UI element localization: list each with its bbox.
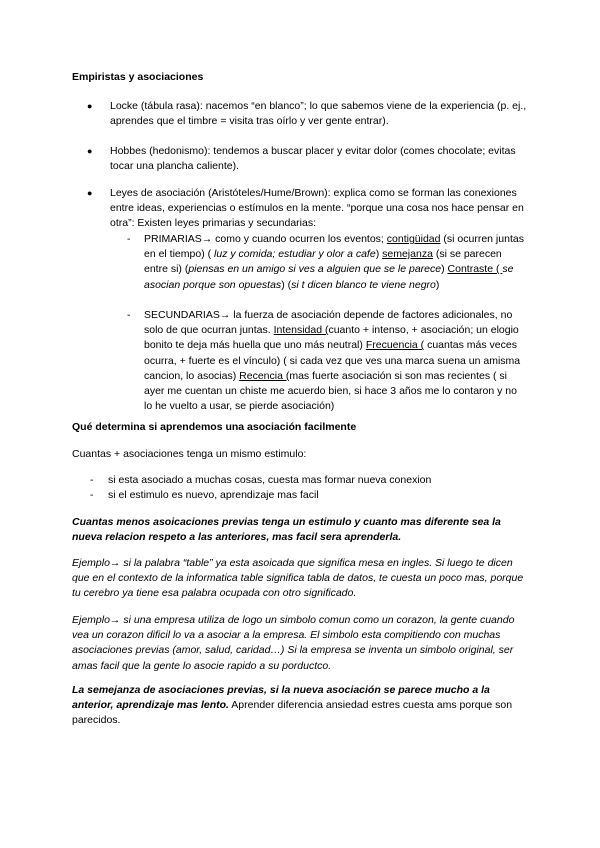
secundarias-text: SECUNDARIAS→ la fuerza de asociación depende de factores adicionales, no solo de que ocurran juntas. Intensidad (cuanto + intenso, + asociación; un elogio bonito te deja más huella que uno más neutral) Frecuencia ( cuantas más veces ocurra, + fuerte es el vínculo) ( si cada vez que ves una marca suena un amisma cancion, lo asocias) Recencia (mas fuerte asociación si son mas recientes ( si ayer me cuentan un chiste me acuerdo bien, si hace 3 años me lo contaron y no lo he vuelto a usar, se pierde asociación) [144,309,521,413]
dash-marker: - [90,489,94,501]
ejemplo-table: Ejemplo→ si la palabra “table” ya esta asoicada que significa mesa en ingles. Si luego te dicen que en el contexto de la informatica table significa tabla de datos, te cuesta un poco mas, porque tu cerebro ya tiene esa palabra ocupada con otro significado. [72,557,524,600]
dash-item-2-text: si el estimulo es nuevo, aprendizaje mas facil [108,489,319,501]
bullet-leyes-text: Leyes de asociación (Aristóteles/Hume/Brown): explica como se forman las conexiones entre ideas, experiencias o estímulos en la mente. “porque una cosa nos hace pensar en otra”: Existen leyes primarias y secundarias: [110,187,524,230]
heading-que-determina: Qué determina si aprendemos una asociación facilmente [72,421,357,433]
bullet-hobbes-text: Hobbes (hedonismo): tendemos a buscar placer y evitar dolor (comes chocolate; evitas tocar una plancha caliente). [110,145,516,173]
dash-marker: - [127,309,131,321]
primarias-text: PRIMARIAS→ como y cuando ocurren los eventos; contigüidad (si ocurren juntas en el tiempo) ( luz y comida; estudiar y olor a cafe) semejanza (si se parecen entre si) (piensas en un amigo si ves a alguien que se le parece) Contraste ( se asocian porque son opuestas) (si t dicen blanco te viene negro) [144,233,524,291]
ejemplo-corazon: Ejemplo→ si una empresa utiliza de logo un simbolo comun como un corazon, la gente cuando vea un corazon dificil lo va a asociar a la empresa. El simbolo esta compitiendo con muchas asociaciones previas (amor, salud, caridad…) Si la empresa se inventa un simbolo original, ser amas facil que la gente lo asocie rapido a su porductco. [72,614,515,672]
bullet-locke-text: Locke (tábula rasa): nacemos “en blanco”; lo que sabemos viene de la experiencia (p. ej., aprendes que el timbre = visita tras oírlo y ver gente entrar). [110,100,527,128]
dash-marker: - [127,233,131,245]
cuantas-intro: Cuantas + asociaciones tenga un mismo estimulo: [72,448,307,460]
conclusion-semejanza: La semejanza de asociaciones previas, si la nueva asociación se parece mucho a la anterior, aprendizaje mas lento. Aprender diferencia ansiedad estres cuesta ams porque son parecidos. [72,684,513,727]
dash-marker: - [90,474,94,486]
bullet-icon: ● [87,146,93,156]
bullet-icon: ● [87,188,93,198]
heading-empiristas: Empiristas y asociaciones [72,71,204,83]
dash-item-1-text: si esta asociado a muchas cosas, cuesta mas formar nueva conexion [108,474,432,486]
bullet-icon: ● [87,101,93,111]
conclusion-bold-1: Cuantas menos asoicaciones previas tenga un estimulo y cuanto mas diferente sea la nueva relacion respeto a las anteriores, mas facil sera aprenderla. [72,516,501,544]
